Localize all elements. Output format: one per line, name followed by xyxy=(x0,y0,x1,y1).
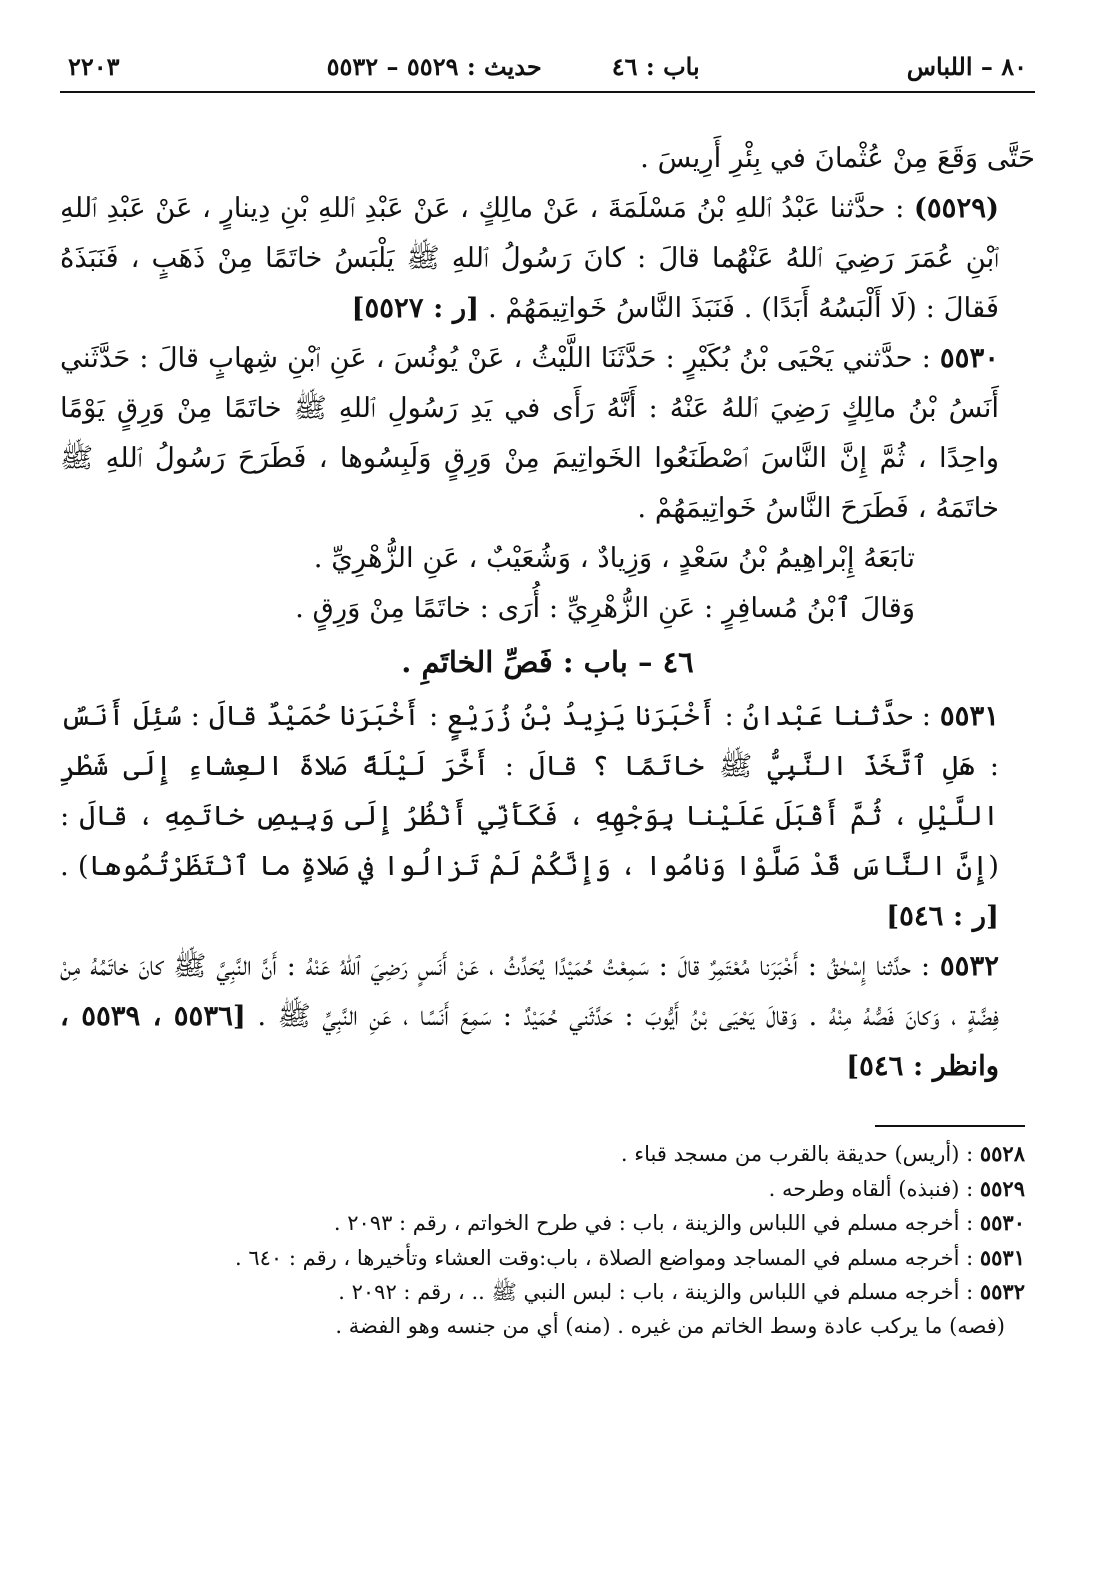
footnote-number: ٥٥٢٩ xyxy=(979,1175,1025,1201)
hadith-text: : حدَّثنا إِسْحٰقُ : أَخْبَرَنا مُعْتَمِرٌ قالَ : سَمِعْتُ حُمَيْدًا يُحَدِّثُ ، عَنْ أَنَسٍ رَضِيَ ٱللهُ عَنْهُ : أَنَّ النَّبِيَّ ﷺ كانَ خاتَمُهُ مِنْ فِضَّةٍ ، وَكانَ فَصُّهُ مِنْهُ . وَقالَ يَحْيَى بْنُ أَيُّوبَ : حَدَّثَني حُمَيْدٌ : سَمِعَ أَنَسًا ، عَنِ النَّبِيِّ ﷺ . xyxy=(60,950,999,1032)
footnote-gloss: (فصه) ما يركب عادة وسط الخاتم من غيره . (منه) أي من جنسه وهو الفضة . xyxy=(335,1313,1005,1338)
footnote-number: ٥٥٣١ xyxy=(979,1244,1025,1270)
running-header xyxy=(60,52,1035,93)
footnote-number: ٥٥٣٠ xyxy=(979,1210,1025,1235)
book-section-title: ٨٠ – اللباس xyxy=(906,52,1027,81)
footnote-text: : أخرجه مسلم في اللباس والزينة ، باب : في طرح الخواتم ، رقم : ٢٠٩٣ . xyxy=(333,1211,974,1235)
hadith-number: (٥٥٢٩) xyxy=(913,192,1000,224)
footnotes xyxy=(60,1137,1035,1343)
hadith-text: : حدَّثني يَحْيَى بْنُ بُكَيْرٍ : حَدَّثَنَا اللَّيْثُ ، عَنْ يُونُسَ ، عَنِ ٱبْنِ شِهابٍ قالَ : حَدَّثَني أَنَسُ بْنُ مالِكٍ رَضِيَ ٱللهُ عَنْهُ : أَنَّهُ رَأَى في يَدِ رَسُولِ ٱللهِ ﷺ خاتَمًا مِنْ وَرِقٍ يَوْمًا واحِدًا ، ثُمَّ إِنَّ النَّاسَ ٱصْطَنَعُوا الخَواتِيمَ مِنْ وَرِقٍ وَلَبِسُوها ، فَطَرَحَ رَسُولُ ٱللهِ ﷺ خاتَمَهُ ، فَطَرَحَ النَّاسُ خَواتِيمَهُمْ . xyxy=(60,342,999,524)
hadith-5531 xyxy=(60,691,1035,941)
cross-reference: [٥٥٣٦ ، ٥٥٣٩ ، وانظر : ٥٤٦] xyxy=(60,1000,999,1082)
chapter-heading: ٤٦ – باب : فَصِّ الخاتَمِ . xyxy=(401,645,694,679)
hadith-5530-follow-up: تابَعَهُ إِبْراهِيمُ بْنُ سَعْدٍ ، وَزِيادٌ ، وَشُعَيْبٌ ، عَنِ الزُّهْرِيِّ . xyxy=(313,542,915,574)
chapter-reference: باب : ٤٦ xyxy=(611,52,700,81)
footnote-number: ٥٥٣٢ xyxy=(979,1279,1025,1304)
hadith-text: : حدَّثنا عَبْدُ ٱللهِ بْنُ مَسْلَمَةَ ، عَنْ مالِكٍ ، عَنْ عَبْدِ ٱللهِ بْنِ دِينارٍ ، عَنْ عَبْدِ ٱللهِ ٱبْنِ عُمَرَ رَضِيَ ٱللهُ عَنْهُما قالَ : كانَ رَسُولُ ٱللهِ ﷺ يَلْبَسُ خاتَمًا مِنْ ذَهَبٍ ، فَنَبَذَهُ فَقالَ : (لَا أَلْبَسُهُ أَبَدًا) . فَنَبَذَ النَّاسُ خَواتِيمَهُمْ . xyxy=(60,192,999,324)
hadith-5530-follow-up: وَقالَ ٱبْنُ مُسافِرٍ : عَنِ الزُّهْرِيِّ : أُرَى : خاتَمًا مِنْ وَرِقٍ . xyxy=(295,592,915,624)
cross-reference: [ر : ٥٤٦] xyxy=(886,900,999,932)
hadith-number: ٥٥٣٢ xyxy=(939,950,999,982)
page-number: ٢٢٠٣ xyxy=(68,52,120,81)
hadith-5532 xyxy=(60,941,1035,1091)
hadith-number: ٥٥٣٠ xyxy=(939,342,999,374)
hadith-text: : حدَّثنا عَبْدانُ : أَخْبَرَنا يَزِيدُ بْنُ زُرَيْعٍ : أَخْبَرَنا حُمَيْدٌ قالَ : سُئِلَ أَنَسٌ : هَلِ ٱتَّخَذَ النَّبِيُّ ﷺ خاتَمًا ؟ قالَ : أَخَّرَ لَيْلَةً صَلاةَ العِشاءِ إِلَى شَطْرِ اللَّيْلِ ، ثُمَّ أَقْبَلَ عَلَيْنا بِوَجْهِهِ ، فَكَأَنِّي أَنْظُرُ إِلَى وَبِيصِ خاتَمِهِ ، قالَ : (إِنَّ النَّاسَ قَدْ صَلَّوْا وَنامُوا ، وَإِنَّكُمْ لَمْ تَزالُوا في صَلاةٍ ما ٱنْتَظَرْتُمُوها) . xyxy=(60,700,999,882)
header-references xyxy=(327,52,700,81)
footnote-text: : (أريس) حديقة بالقرب من مسجد قباء . xyxy=(620,1142,974,1166)
footnote-number: ٥٥٢٨ xyxy=(979,1141,1025,1166)
footnote xyxy=(60,1275,1025,1310)
footnote-divider xyxy=(875,1125,1025,1127)
hadith-5529 xyxy=(60,183,1035,333)
hadith-5530 xyxy=(60,333,1035,533)
footnote xyxy=(60,1172,1025,1207)
hadith-number: ٥٥٣١ xyxy=(939,700,999,732)
footnote xyxy=(60,1206,1025,1241)
footnote-text: : أخرجه مسلم في المساجد ومواضع الصلاة ، باب:وقت العشاء وتأخيرها ، رقم : ٦٤٠ . xyxy=(234,1245,974,1270)
hadith-range: حديث : ٥٥٢٩ – ٥٥٣٢ xyxy=(326,52,542,81)
main-text xyxy=(60,133,1035,1091)
footnote-text: : أخرجه مسلم في اللباس والزينة ، باب : لبس النبي ﷺ .. ، رقم : ٢٠٩٢ . xyxy=(338,1280,974,1304)
footnote xyxy=(60,1241,1025,1276)
paragraph-continuation: حَتَّى وَقَعَ مِنْ عُثْمانَ في بِئْرِ أَرِيسَ . xyxy=(640,142,1035,174)
footnote-text: : (فنبذه) ألقاه وطرحه . xyxy=(768,1176,974,1201)
cross-reference: [ر : ٥٥٢٧] xyxy=(351,292,480,324)
footnote xyxy=(60,1137,1025,1172)
